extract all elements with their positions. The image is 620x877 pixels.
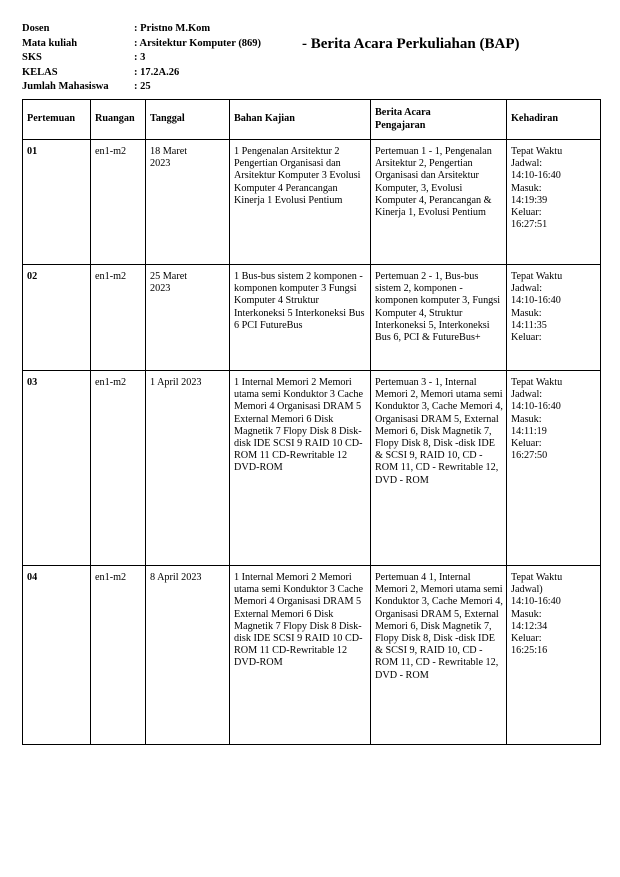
cell-ruangan: en1-m2 [91, 140, 146, 265]
cell-bahan-kajian: 1 Bus-bus sistem 2 komponen - komponen komputer 3 Fungsi Komputer 4 Struktur Interkoneksi 5 Interkoneksi Bus 6 PCI FutureBus [230, 265, 371, 371]
info-sks [22, 51, 261, 66]
info-matkul [22, 37, 261, 52]
cell-berita-acara: Pertemuan 1 - 1, Pengenalan Arsitektur 2, Pengertian Organisasi dan Arsitektur Komputer, 3, Evolusi Komputer 4, Perancangan & Kinerja 1, Evolusi Pentium [371, 140, 507, 265]
cell-kehadiran: Tepat Waktu Jadwal: 14:10-16:40 Masuk: 14:19:39 Keluar: 16:27:51 [507, 140, 601, 265]
cell-berita-acara: Pertemuan 4 1, Internal Memori 2, Memori utama semi Konduktor 3, Cache Memori 4, Organisasi DRAM 5, External Memori 6, Disk Magnetik 7, Flopy Disk 8, Disk -disk IDE & SCSI 9, RAID 10, CD -ROM 11, CD - Rewritable 12, DVD - ROM [371, 566, 507, 745]
cell-ruangan: en1-m2 [91, 371, 146, 566]
cell-bahan-kajian: 1 Internal Memori 2 Memori utama semi Konduktor 3 Cache Memori 4 Organisasi DRAM 5 External Memori 6 Disk Magnetik 7 Flopy Disk 8 Disk-disk IDE SCSI 9 RAID 10 CD-ROM 11 CD-Rewritable 12 DVD-ROM [230, 371, 371, 566]
cell-ruangan: en1-m2 [91, 265, 146, 371]
cell-kehadiran: Tepat Waktu Jadwal: 14:10-16:40 Masuk: 14:11:19 Keluar: 16:27:50 [507, 371, 601, 566]
cell-bahan-kajian: 1 Pengenalan Arsitektur 2 Pengertian Organisasi dan Arsitektur Komputer 3 Evolusi Komputer 4 Perancangan Kinerja 1 Evolusi Pentium [230, 140, 371, 265]
cell-tanggal: 8 April 2023 [146, 566, 230, 745]
table-row [23, 140, 601, 265]
cell-pertemuan: 01 [23, 140, 91, 265]
dosen-value: : Pristno M.Kom [134, 23, 211, 34]
matkul-label: Mata kuliah [22, 37, 78, 49]
header-ruangan: Ruangan [91, 100, 146, 140]
cell-bahan-kajian: 1 Internal Memori 2 Memori utama semi Konduktor 3 Cache Memori 4 Organisasi DRAM 5 External Memori 6 Disk Magnetik 7 Flopy Disk 8 Disk-disk IDE SCSI 9 RAID 10 CD-ROM 11 CD-Rewritable 12 DVD-ROM [230, 566, 371, 745]
page-title: - Berita Acara Perkuliahan (BAP) [302, 36, 520, 52]
course-info [22, 22, 261, 95]
kelas-value: : 17.2A.26 [134, 66, 180, 78]
header-bahan-kajian: Bahan Kajian [230, 100, 371, 140]
table-header-row [23, 100, 601, 140]
header-pertemuan: Pertemuan [23, 100, 91, 140]
cell-kehadiran: Tepat Waktu Jadwal: 14:10-16:40 Masuk: 14:11:35 Keluar: [507, 265, 601, 371]
dosen-label: Dosen [22, 23, 50, 34]
cell-pertemuan: 04 [23, 566, 91, 745]
info-jumlah [22, 80, 261, 95]
bap-table [22, 99, 601, 745]
jumlah-label: Jumlah Mahasiswa [22, 81, 109, 92]
table-row [23, 566, 601, 745]
cell-kehadiran: Tepat Waktu Jadwal) 14:10-16:40 Masuk: 14:12:34 Keluar: 16:25:16 [507, 566, 601, 745]
table-row [23, 371, 601, 566]
cell-tanggal: 1 April 2023 [146, 371, 230, 566]
jumlah-value: : 25 [134, 81, 151, 92]
cell-pertemuan: 02 [23, 265, 91, 371]
header-tanggal: Tanggal [146, 100, 230, 140]
info-kelas [22, 66, 261, 81]
cell-tanggal: 25 Maret 2023 [146, 265, 230, 371]
cell-ruangan: en1-m2 [91, 566, 146, 745]
cell-tanggal: 18 Maret 2023 [146, 140, 230, 265]
matkul-value: : Arsitektur Komputer (869) [134, 37, 262, 49]
cell-pertemuan: 03 [23, 371, 91, 566]
sks-value: : 3 [134, 52, 146, 63]
header-kehadiran: Kehadiran [507, 100, 601, 140]
sks-label: SKS [22, 52, 42, 63]
cell-berita-acara: Pertemuan 2 - 1, Bus-bus sistem 2, komponen - komponen komputer 3, Fungsi Komputer 4, Struktur Interkoneksi 5, Interkoneksi Bus 6, PCI & FutureBus+ [371, 265, 507, 371]
info-dosen [22, 22, 261, 37]
kelas-label: KELAS [22, 66, 58, 78]
cell-berita-acara: Pertemuan 3 - 1, Internal Memori 2, Memori utama semi Konduktor 3, Cache Memori 4, Organisasi DRAM 5, External Memori 6, Disk Magnetik 7, Flopy Disk 8, Disk -disk IDE & SCSI 9, RAID 10, CD - ROM 11, CD - Rewritable 12, DVD - ROM [371, 371, 507, 566]
header-berita-acara: Berita Acara Pengajaran [371, 100, 507, 140]
table-row [23, 265, 601, 371]
